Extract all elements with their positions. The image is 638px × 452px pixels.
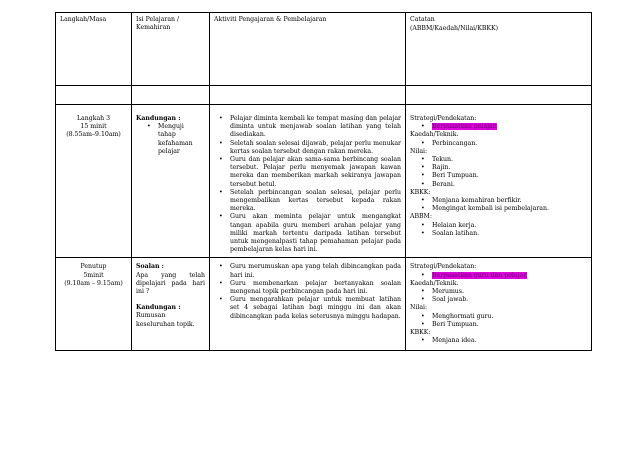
header-notes-title: Catatan (410, 16, 435, 23)
header-notes (406, 13, 592, 86)
step-cell (56, 105, 132, 258)
question-text: Apa yang telah dipelajari pada hari ini ? (136, 271, 205, 296)
list-item (410, 272, 587, 280)
header-content-skill: Isi Pelajaran / Kemahiran (132, 13, 210, 86)
notes-cell (406, 105, 592, 258)
content-text: Rumusan keseluruhan topik. (136, 312, 195, 328)
header-row (56, 13, 592, 86)
method-label: Kaedah/Teknik. (410, 279, 459, 287)
activities-cell (210, 105, 406, 258)
step-time: (9.10am – 9.15am) (64, 279, 123, 287)
kbkk-label: KBKK: (410, 329, 431, 337)
method-label: Kaedah/Teknik. (410, 131, 459, 139)
strategy-highlight: Berpusatkan pelajar. (432, 123, 497, 131)
list-item: • Helaian kerja. (410, 222, 587, 230)
step-time: (8.55am–9.10am) (66, 131, 121, 139)
list-item (410, 123, 587, 131)
list-item: • Tekun. (410, 156, 587, 164)
list-item: • Beri Tumpuan. (410, 321, 587, 329)
list-item: • Guru merumuskan apa yang telah dibincangkan pada hari ini. (214, 263, 401, 279)
list-item: • Guru dan pelajar akan sama-sama berbincang soalan tersebut. Pelajar perlu menyemak jawapan kawan mereka dan memberikan markah sekiranya jawapan tersebut betul. (214, 156, 401, 189)
list-item: • Guru mengarahkan pelajar untuk membuat latihan set 4 sebagai latihan bagi minggu ini dan akan dibincangkan pada kelas seterusnya minggu hadapan. (214, 296, 401, 321)
step-title: Penutup (80, 263, 107, 271)
step-duration: 5minit (83, 271, 104, 279)
list-item: • Menjana idea. (410, 337, 587, 345)
list-item: • Guru membenarkan pelajar bertanyakan soalan mengenai topik perbincangan pada hari ini. (214, 280, 401, 296)
strategy-highlight: Berpusatkan guru dan pelajar. (432, 271, 528, 279)
step-title: Langkah 3 (76, 115, 111, 122)
list-item: • Perbincangan. (410, 140, 587, 148)
table-row (56, 258, 592, 351)
list-item: • Setelah perbincangan soalan selesai, pelajar perlu mengembalikan kertas tersebut kepada rakan mereka. (214, 189, 401, 214)
list-item: • Soal jawab. (410, 296, 587, 304)
list-item: • Rajin. (410, 164, 587, 172)
list-item: • Pelajar diminta kembali ke tempat masing dan pelajar diminta untuk menjawab soalan latihan yang telah disediakan. (214, 115, 401, 140)
content-title: Kandungan : (136, 115, 181, 122)
content-cell (132, 105, 210, 258)
list-item: • Menjana kemahiran berfikir. (410, 197, 587, 205)
list-item: • Menguji tahap kefahaman pelajar (136, 123, 205, 156)
strategy-label: Strategi/Pendekatan: (410, 115, 477, 122)
content-title: Kandungan : (136, 304, 181, 312)
step-cell (56, 258, 132, 351)
list-item: • Guru akan meminta pelajar untuk mengangkat tangan apabila guru memberi arahan pelajar yang miliki markah tertentu daripada latihan tersebut untuk mengenalpasti tahap pemahaman pelajar pada pembelajaran kelas hari ini. (214, 213, 401, 254)
step-duration: 15 minit (80, 123, 107, 131)
values-label: Nilai: (410, 147, 428, 155)
content-cell (132, 258, 210, 351)
lesson-plan-table (55, 12, 592, 351)
table-row (56, 105, 592, 258)
question-title: Soalan : (136, 263, 164, 271)
list-item: • Mengingat kembali isi pembelajaran. (410, 205, 587, 213)
kbkk-label: KBKK: (410, 188, 431, 196)
header-step-time: Langkah/Masa (56, 13, 132, 86)
list-item: • Menghormati guru. (410, 313, 587, 321)
abbm-label: ABBM: (410, 213, 432, 221)
list-item: • Seletah soalan selesai dijawab, pelajar perlu menukar kertas soalan tersebut dengan rakan mereka. (214, 140, 401, 156)
header-notes-sub: (ABBM/Kaedah/Nilai/KBKK) (410, 25, 499, 33)
list-item: • Merumus. (410, 288, 587, 296)
list-item: • Beri Tumpuan. (410, 172, 587, 180)
values-label: Nilai: (410, 304, 428, 312)
list-item: • Soalan latihan. (410, 230, 587, 238)
notes-cell (406, 258, 592, 351)
strategy-label: Strategi/Pendekatan: (410, 263, 477, 271)
list-item: • Berani. (410, 181, 587, 189)
spacer-row (56, 86, 592, 105)
activities-cell (210, 258, 406, 351)
header-activities: Aktiviti Pengajaran & Pembelajaran (210, 13, 406, 86)
